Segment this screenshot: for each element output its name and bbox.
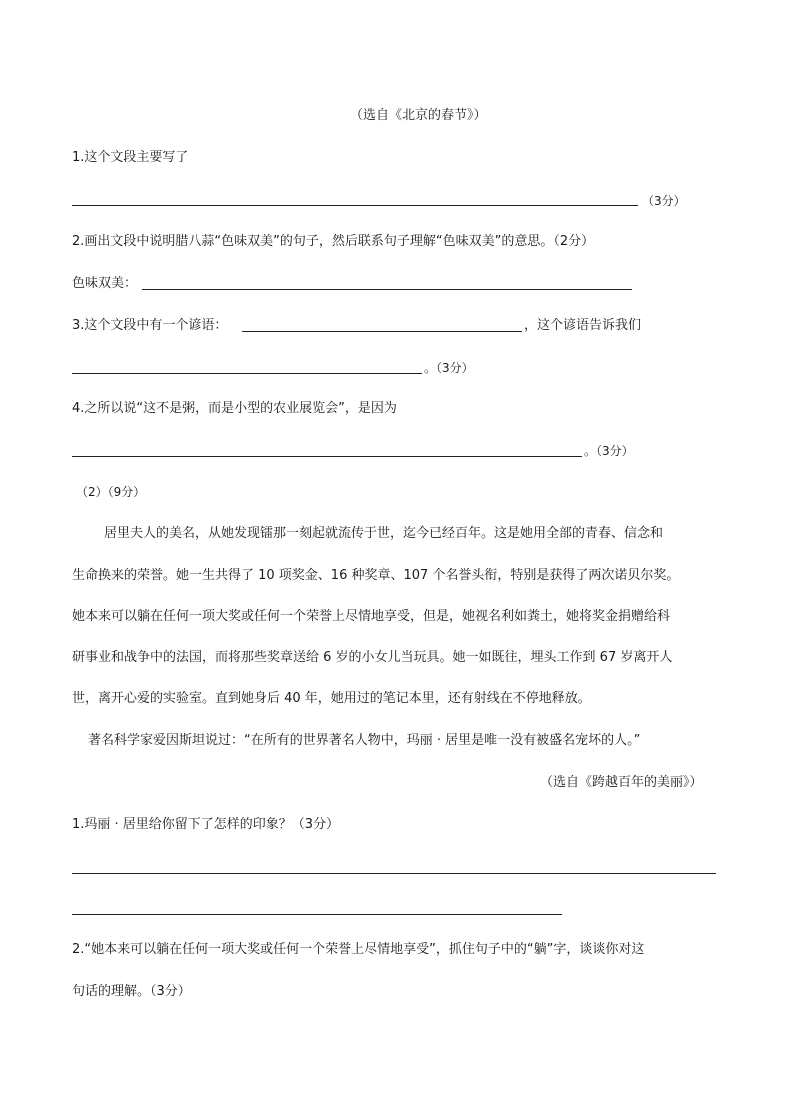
answer-line-q4[interactable] <box>72 456 582 457</box>
passage-line-3: 她本来可以躺在任何一项大奖或任何一个荣誉上尽情地享受，但是，她视名利如粪土，她将奖金捐赠给科 <box>72 609 671 624</box>
question-2-prompt: 2.画出文段中说明腊八蒜“色味双美”的句子，然后联系句子理解“色味双美”的意思。（2分） <box>72 234 595 249</box>
section-2-header: （2）（9分） <box>76 485 146 499</box>
question-1-prompt: 1.这个文段主要写了 <box>72 150 189 165</box>
question-4-end: 。（3分） <box>584 444 634 458</box>
question-1-score: （3分） <box>642 194 686 208</box>
section-2-question-1-prompt: 1.玛丽 · 居里给你留下了怎样的印象？（3分） <box>72 817 340 832</box>
question-3-prompt-b: ，这个谚语告诉我们 <box>524 318 642 333</box>
section-2-question-2-line-2: 句话的理解。（3分） <box>72 984 191 999</box>
passage-quote: 著名科学家爱因斯坦说过：“在所有的世界著名人物中，玛丽 · 居里是唯一没有被盛名宠坏的人。” <box>88 733 641 748</box>
question-3-prompt-a: 3.这个文段中有一个谚语： <box>72 318 228 333</box>
passage-line-5: 世，离开心爱的实验室。直到她身后 40 年，她用过的笔记本里，还有射线在不停地释放。 <box>72 691 591 706</box>
question-4-prompt: 4.之所以说“这不是粥，而是小型的农业展览会”，是因为 <box>72 401 397 416</box>
answer-line-s2q1-a[interactable] <box>72 873 716 874</box>
answer-line-q3-proverb[interactable] <box>242 331 522 332</box>
passage-line-1: 居里夫人的美名，从她发现镭那一刻起就流传于世，迄今已经百年。这是她用全部的青春、信念和 <box>104 526 664 541</box>
answer-line-s2q1-b[interactable] <box>72 914 562 915</box>
question-2-answer-label: 色味双美： <box>72 276 138 291</box>
answer-line-q3-meaning[interactable] <box>72 373 422 374</box>
answer-line-q1[interactable] <box>72 205 638 206</box>
source-citation-curie: （选自《跨越百年的美丽》） <box>540 775 703 790</box>
passage-line-4: 研事业和战争中的法国，而将那些奖章送给 6 岁的小女儿当玩具。她一如既往，埋头工作到 67 岁离开人 <box>72 650 673 665</box>
passage-line-2: 生命换来的荣誉。她一生共得了 10 项奖金、16 种奖章、107 个名誉头衔，特别是获得了两次诺贝尔奖。 <box>72 568 680 583</box>
answer-line-q2[interactable] <box>142 289 632 290</box>
question-3-end: 。（3分） <box>424 361 474 375</box>
section-2-question-2-line-1: 2.“她本来可以躺在任何一项大奖或任何一个荣誉上尽情地享受”，抓住句子中的“躺”字，谈谈你对这 <box>72 942 645 957</box>
source-citation-beijing: （选自《北京的春节》） <box>350 108 487 123</box>
